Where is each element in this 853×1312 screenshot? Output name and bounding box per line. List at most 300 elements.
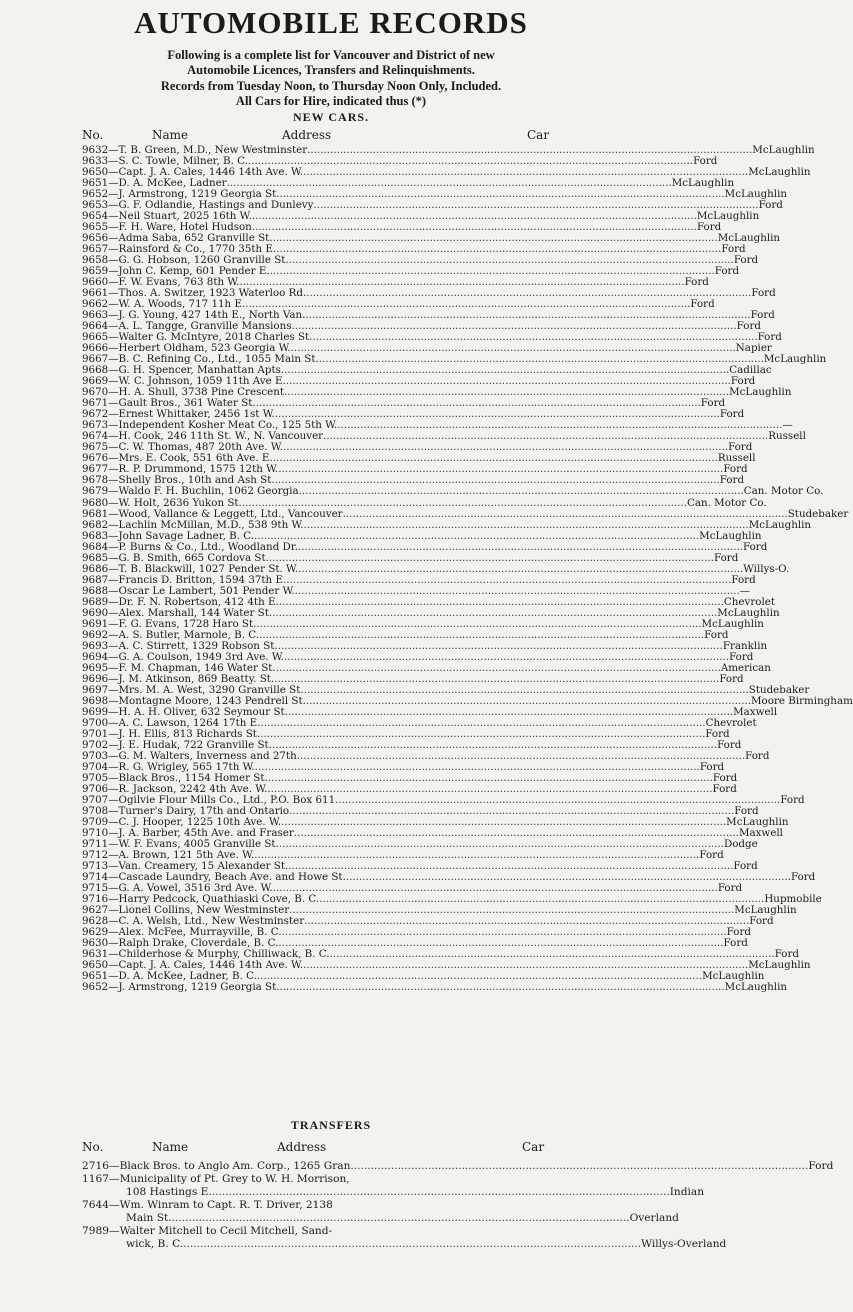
record-number: 9715 <box>82 882 109 895</box>
car-make: Ford <box>684 276 709 289</box>
owner-and-address: F. M. Chapman, 146 Water St. <box>118 661 276 674</box>
separator-dash: — <box>108 771 119 784</box>
list-item <box>82 1199 568 1212</box>
owner-and-address: Turner's Dairy, 17th and Ontario <box>118 804 290 817</box>
car-make: Ford <box>712 771 738 784</box>
transfers-heading: TRANSFERS <box>290 1118 372 1132</box>
car-make: Ford <box>705 727 730 740</box>
separator-dash: — <box>108 617 119 630</box>
new-cars-list <box>82 144 853 994</box>
car-make: Russell <box>768 430 806 443</box>
list-item <box>82 529 762 542</box>
record-number: 9677 <box>82 463 109 476</box>
record-number: 9682 <box>82 518 109 531</box>
separator-dash: — <box>108 1173 120 1185</box>
owner-and-address: G. B. Smith, 665 Cordova St. <box>118 551 269 564</box>
separator-dash: — <box>108 474 119 487</box>
owner-and-address: John C. Kemp, 601 Pender E. <box>118 265 270 278</box>
car-make: Ford <box>704 628 729 641</box>
record-number: 9710 <box>82 826 109 839</box>
owner-and-address: G. G. Hobson, 1260 Granville St. <box>118 254 289 267</box>
col-no: No. <box>82 1140 104 1154</box>
car-make: McLaughlin <box>726 815 789 828</box>
owner-and-address: Lachlin McMillan, M.D., 538 9th W. <box>118 518 304 531</box>
separator-dash: — <box>108 815 119 828</box>
car-make: Ford <box>730 375 756 388</box>
separator-dash: — <box>108 155 119 168</box>
owner-and-address: A. L. Tangge, Granville Mansions <box>118 320 292 333</box>
separator-dash: — <box>108 738 119 751</box>
car-make: Ford <box>721 243 746 256</box>
record-number: 9650 <box>82 166 109 179</box>
separator-dash: — <box>108 144 119 156</box>
car-make: Ford <box>717 738 742 751</box>
separator-dash: — <box>108 1225 120 1237</box>
separator-dash: — <box>108 683 119 696</box>
car-make: McLaughlin <box>717 606 780 619</box>
dot-leader <box>298 564 743 575</box>
owner-and-address: G. A. Coulson, 1949 3rd Ave. W. <box>118 650 284 663</box>
record-number: 9699 <box>82 705 109 718</box>
separator-dash: — <box>108 573 119 586</box>
separator-dash: — <box>108 804 119 817</box>
car-make: Ford <box>712 782 737 795</box>
owner-and-address: J. H. Ellis, 813 Richards St. <box>118 727 261 740</box>
owner-and-address: W. F. Evans, 4005 Granville St. <box>118 837 279 850</box>
record-number: 9687 <box>82 573 109 586</box>
owner-and-address: D. A. McKee, Ladner <box>118 177 227 190</box>
owner-and-address: A. C. Lawson, 1264 17th E. <box>118 716 261 729</box>
owner-and-address: Capt. J. A. Cales, 1446 14th Ave. W. <box>118 959 304 972</box>
page-title: AUTOMOBILE RECORDS <box>134 5 528 40</box>
car-make: Can. Motor Co. <box>743 485 824 498</box>
owner-and-address: Francis D. Britton, 1594 37th E. <box>118 573 287 586</box>
record-number: 9627 <box>82 904 109 917</box>
car-make: Chevrolet <box>723 595 775 608</box>
car-make: McLaughlin <box>702 970 765 983</box>
car-make: McLaughlin <box>696 210 760 223</box>
separator-dash: — <box>108 210 119 223</box>
record-number: 9633 <box>82 155 109 168</box>
owner-and-address: A. Brown, 121 5th Ave. W. <box>118 849 255 861</box>
record-number: 9628 <box>82 915 109 928</box>
record-number: 9691 <box>82 617 109 630</box>
car-make: McLaughlin <box>752 144 815 156</box>
separator-dash: — <box>108 485 119 498</box>
separator-dash: — <box>108 188 119 201</box>
separator-dash: — <box>108 595 119 608</box>
separator-dash: — <box>108 959 119 972</box>
owner-and-address: J. Armstrong, 1219 Georgia St. <box>118 981 280 994</box>
intro-line: Records from Tuesday Noon, to Thursday Noon Only, Included. <box>160 78 502 93</box>
dot-leader <box>269 553 714 564</box>
record-number: 9714 <box>82 871 109 884</box>
owner-and-address: F. H. Ware, Hotel Hudson <box>118 221 252 234</box>
owner-and-address: Neil Stuart, 2025 16th W. <box>118 210 252 223</box>
owner-and-address: Montagne Moore, 1243 Pendrell St. <box>118 694 306 707</box>
owner-and-address: Gault Bros., 361 Water St. <box>118 397 256 410</box>
separator-dash: — <box>108 551 119 564</box>
car-make: Ford <box>733 254 759 267</box>
car-make: Franklin <box>722 639 768 652</box>
record-number: 9695 <box>82 661 109 674</box>
owner-and-address: W. Holt, 2636 Yukon St. <box>118 496 242 509</box>
record-number: 9702 <box>82 738 109 751</box>
separator-dash: — <box>108 694 119 707</box>
record-number: 9651 <box>82 970 109 983</box>
owner-and-address: J. E. Hudak, 722 Granville St. <box>118 738 272 751</box>
car-make: Ford <box>808 1160 834 1172</box>
car-make: Willys-O. <box>743 562 790 575</box>
car-make: Ford <box>690 298 715 311</box>
list-item-continuation <box>82 1238 727 1251</box>
owner-and-address: W. C. Johnson, 1059 11th Ave E. <box>118 375 286 388</box>
dot-leader <box>242 498 687 509</box>
car-make: Ford <box>743 540 768 553</box>
car-make: McLaughlin <box>724 981 788 994</box>
owner-and-address: Shelly Bros., 10th and Ash St. <box>118 474 275 487</box>
separator-dash: — <box>108 970 119 983</box>
list-item <box>82 540 768 553</box>
owner-and-address: Independent Kosher Meat Co., 125 5th W. <box>118 419 338 432</box>
car-make: Ford <box>728 441 753 454</box>
car-make: McLaughlin <box>671 177 735 190</box>
separator-dash: — <box>108 760 119 773</box>
separator-dash: — <box>108 1199 120 1211</box>
record-number: 9713 <box>82 860 109 873</box>
owner-and-address: J. M. Atkinson, 869 Beatty. St. <box>118 672 275 685</box>
record-number: 9709 <box>82 815 109 828</box>
list-item-continuation <box>82 1186 705 1199</box>
intro-line: All Cars for Hire, indicated thus (*) <box>235 93 427 108</box>
dot-leader <box>172 1212 630 1225</box>
separator-dash: — <box>108 716 119 729</box>
separator-dash: — <box>108 562 119 575</box>
record-number: 9663 <box>82 309 109 322</box>
car-make: McLaughlin <box>724 188 788 201</box>
separator-dash: — <box>108 507 119 520</box>
separator-dash: — <box>108 320 119 333</box>
owner-and-address: Dr. F. N. Robertson, 412 4th E. <box>118 595 279 608</box>
record-number: 9656 <box>82 232 109 245</box>
car-make: Chevrolet <box>705 716 757 729</box>
owner-and-address: D. A. McKee, Ladner, B. C. <box>118 970 257 983</box>
separator-dash: — <box>108 915 119 928</box>
car-make: Ford <box>780 793 805 806</box>
car-make: Studebaker <box>787 507 849 520</box>
separator-dash: — <box>108 793 119 806</box>
owner-and-address: Harry Pedcock, Quathiaski Cove, B. C. <box>118 893 320 906</box>
separator-dash: — <box>108 782 119 795</box>
car-make: Ford <box>723 463 748 476</box>
record-number: 9704 <box>82 760 109 773</box>
separator-dash: — <box>108 661 119 674</box>
record-number: 9662 <box>82 298 109 311</box>
record-number: 9700 <box>82 716 109 729</box>
dot-leader <box>212 1186 670 1199</box>
separator-dash: — <box>108 893 119 906</box>
owner-and-address: H. A. Shull, 3738 Pine Crescent <box>118 386 284 399</box>
car-make: Ford <box>733 860 758 873</box>
car-make: Ford <box>749 915 774 928</box>
car-make: Ford <box>719 408 745 421</box>
car-make: Hupmobile <box>764 893 822 906</box>
separator-dash: — <box>108 672 119 685</box>
car-make: Cadillac <box>729 364 772 377</box>
separator-dash: — <box>108 419 119 432</box>
record-number: 9652 <box>82 188 109 201</box>
separator-dash: — <box>108 265 119 278</box>
owner-and-address: J. G. Young, 427 14th E., North Van. <box>118 309 306 322</box>
transfer-description: Wm. Winram to Capt. R. T. Driver, 2138 <box>119 1199 333 1211</box>
separator-dash: — <box>108 628 119 641</box>
record-number: 9697 <box>82 683 109 696</box>
separator-dash: — <box>108 166 119 179</box>
list-item <box>82 573 756 586</box>
car-make: McLaughlin <box>748 166 811 179</box>
car-make: Ford <box>696 221 722 234</box>
owner-and-address: Van. Creamery, 15 Alexander St. <box>118 860 289 873</box>
owner-and-address: C. J. Hooper, 1225 10th Ave. W. <box>118 815 282 828</box>
car-make: Can. Motor Co. <box>686 496 767 509</box>
record-number: 9693 <box>82 639 109 652</box>
dot-leader <box>254 531 699 542</box>
separator-dash: — <box>108 948 119 961</box>
owner-and-address: John Savage Ladner, B. C. <box>118 529 255 542</box>
owner-and-address: Wood, Vallance & Leggett, Ltd., Vancouver <box>118 507 343 520</box>
owner-and-address: G. H. Spencer, Manhattan Apts. <box>118 364 285 377</box>
record-number: 9667 <box>82 353 109 366</box>
list-item <box>82 595 775 608</box>
record-number: 9679 <box>82 485 109 498</box>
car-make: McLaughlin <box>717 232 781 245</box>
list-item <box>82 485 824 498</box>
record-number: 9659 <box>82 265 109 278</box>
dot-leader <box>299 486 744 497</box>
car-make: Ford <box>719 474 745 487</box>
record-number: 9629 <box>82 926 109 939</box>
owner-and-address: A. C. Stirrett, 1329 Robson St. <box>118 639 278 652</box>
record-number: 9681 <box>82 507 109 520</box>
col-address: Address <box>277 1140 327 1154</box>
owner-and-address: J. Armstrong, 1219 Georgia St. <box>118 188 280 201</box>
record-number: 9657 <box>82 243 109 256</box>
record-number: 9692 <box>82 628 109 641</box>
owner-and-address: F. W. Evans, 763 8th W. <box>118 276 240 289</box>
record-number: 9701 <box>82 727 109 740</box>
list-item <box>82 1225 568 1238</box>
owner-and-address: H. A. H. Oliver, 632 Seymour St. <box>118 705 288 718</box>
separator-dash: — <box>108 837 119 850</box>
car-make: Ford <box>693 155 718 168</box>
record-number: 9670 <box>82 386 109 399</box>
dot-leader <box>183 1238 641 1251</box>
list-item-continuation <box>82 1212 679 1225</box>
owner-and-address: R. Jackson, 2242 4th Ave. W. <box>118 782 268 795</box>
separator-dash: — <box>108 452 119 465</box>
car-make: McLaughlin <box>699 529 762 542</box>
separator-dash: — <box>108 871 119 884</box>
dot-leader <box>280 982 725 993</box>
car-make: Maxwell <box>738 826 783 839</box>
separator-dash: — <box>108 430 119 443</box>
separator-dash: — <box>108 463 119 476</box>
car-make: McLaughlin <box>763 353 827 366</box>
dot-leader <box>343 509 788 520</box>
owner-and-address: Thos. A. Switzer, 1923 Waterloo Rd. <box>118 287 307 300</box>
owner-and-address: A. S. Butler, Marnole, B. C. <box>118 628 260 641</box>
car-make: Ford <box>699 849 724 861</box>
transfer-description-continued: wick, B. C. <box>126 1238 184 1250</box>
new-cars-heading: NEW CARS. <box>292 110 370 124</box>
owner-and-address: Waldo F. H. Buchlin, 1062 Georgia <box>118 485 299 498</box>
owner-and-address: C. A. Welsh, Ltd., New Westminster <box>118 915 305 928</box>
record-number: 9658 <box>82 254 109 267</box>
owner-and-address: Capt. J. A. Cales, 1446 14th Ave. W. <box>118 166 304 179</box>
record-number: 9686 <box>82 562 109 575</box>
separator-dash: — <box>108 397 119 410</box>
owner-and-address: G. A. Vowel, 3516 3rd Ave. W. <box>118 882 273 895</box>
separator-dash: — <box>108 849 119 861</box>
car-make: — <box>739 584 751 597</box>
record-number: 9711 <box>82 837 109 850</box>
list-item <box>82 981 788 994</box>
car-make: Moore Birmingham <box>751 694 853 707</box>
separator-dash: — <box>108 177 119 190</box>
separator-dash: — <box>108 353 119 366</box>
owner-and-address: Alex. Marshall, 144 Water St. <box>118 606 273 619</box>
car-make: Ford <box>757 331 782 344</box>
record-number: 9716 <box>82 893 109 906</box>
owner-and-address: Mrs. E. Cook, 551 6th Ave. E. <box>118 452 273 465</box>
record-number: 9688 <box>82 584 109 597</box>
car-make: Studebaker <box>748 683 810 696</box>
dot-leader <box>286 575 731 586</box>
separator-dash: — <box>108 650 119 663</box>
record-number: 9672 <box>82 408 109 421</box>
list-item <box>82 1160 834 1173</box>
car-make: Ford <box>700 397 726 410</box>
car-make: Indian <box>669 1186 705 1198</box>
record-number: 9685 <box>82 551 109 564</box>
car-make: Ford <box>790 871 816 884</box>
owner-and-address: T. B. Blackwill, 1027 Pender St. W. <box>118 562 299 575</box>
car-make: Ford <box>734 804 759 817</box>
list-item <box>82 507 849 520</box>
separator-dash: — <box>108 287 119 300</box>
record-number: 9668 <box>82 364 109 377</box>
transfers-column-headers <box>82 1140 578 1156</box>
record-number: 9712 <box>82 849 109 861</box>
separator-dash: — <box>108 749 119 762</box>
car-make: Ford <box>758 199 783 212</box>
separator-dash: — <box>108 221 119 234</box>
car-make: McLaughlin <box>701 617 764 630</box>
separator-dash: — <box>108 232 119 245</box>
owner-and-address: H. Cook, 246 11th St. W., N. Vancouver <box>118 430 324 443</box>
separator-dash: — <box>108 727 119 740</box>
transfer-description: Municipality of Pt. Grey to W. H. Morrison, <box>119 1173 350 1185</box>
separator-dash: — <box>108 1160 120 1172</box>
car-make: Dodge <box>723 837 758 850</box>
separator-dash: — <box>108 584 119 597</box>
owner-and-address: G. F. Odlandie, Hastings and Dunlevy <box>118 199 314 212</box>
separator-dash: — <box>108 375 119 388</box>
new-cars-column-headers <box>82 128 578 144</box>
owner-and-address: S. C. Towle, Milner, B. C. <box>118 155 248 168</box>
car-make: Ford <box>714 551 739 564</box>
col-car: Car <box>527 128 550 142</box>
record-number: 9689 <box>82 595 109 608</box>
record-number: 9696 <box>82 672 109 685</box>
separator-dash: — <box>108 276 119 289</box>
separator-dash: — <box>108 199 119 212</box>
car-make: McLaughlin <box>748 518 812 531</box>
owner-and-address: Rainsford & Co., 1770 35th E. <box>118 243 277 256</box>
separator-dash: — <box>108 926 119 939</box>
record-number: 9671 <box>82 397 109 410</box>
owner-and-address: Childerhose & Murphy, Chilliwack, B. C. <box>118 948 330 961</box>
record-number: 9669 <box>82 375 109 388</box>
separator-dash: — <box>108 606 119 619</box>
transfers-list <box>82 1160 834 1251</box>
car-make: McLaughlin <box>734 904 797 917</box>
owner-and-address: B. C. Refining Co., Ltd., 1055 Main St. <box>118 353 319 366</box>
car-make: Ford <box>736 320 761 333</box>
owner-and-address: Ogilvie Flour Mills Co., Ltd., P.O. Box 611 <box>118 793 336 806</box>
car-make: — <box>782 419 793 432</box>
record-number: 9676 <box>82 452 109 465</box>
separator-dash: — <box>108 981 119 994</box>
record-number: 9630 <box>82 937 109 950</box>
intro-line: Following is a complete list for Vancouver and District of new <box>167 48 495 62</box>
record-number: 9683 <box>82 529 109 542</box>
record-number: 9675 <box>82 441 109 454</box>
record-number: 1167 <box>82 1173 109 1185</box>
car-make: McLaughlin <box>748 959 811 972</box>
car-make: Ford <box>714 265 740 278</box>
record-number: 9680 <box>82 496 109 509</box>
separator-dash: — <box>108 705 119 718</box>
col-name: Name <box>152 128 189 142</box>
separator-dash: — <box>108 342 119 355</box>
record-number: 9653 <box>82 199 109 212</box>
separator-dash: — <box>108 408 119 421</box>
list-item <box>82 518 812 531</box>
owner-and-address: J. A. Barber, 45th Ave. and Fraser <box>118 826 294 839</box>
record-number: 9707 <box>82 793 109 806</box>
owner-and-address: Adma Saba, 652 Granville St. <box>118 232 273 245</box>
record-number: 9674 <box>82 430 109 443</box>
record-number: 9706 <box>82 782 109 795</box>
car-make: McLaughlin <box>729 386 792 399</box>
car-make: Ford <box>719 672 744 685</box>
dot-leader <box>295 586 740 597</box>
car-make: Ford <box>699 760 725 773</box>
record-number: 9650 <box>82 959 109 972</box>
owner-and-address: Ralph Drake, Cloverdale, B. C. <box>118 937 279 950</box>
separator-dash: — <box>108 639 119 652</box>
car-make: Ford <box>774 948 799 961</box>
separator-dash: — <box>108 309 119 322</box>
car-make: Ford <box>750 309 775 322</box>
record-number: 9678 <box>82 474 109 487</box>
record-number: 7644 <box>82 1199 109 1211</box>
separator-dash: — <box>108 298 119 311</box>
record-number: 9661 <box>82 287 109 300</box>
separator-dash: — <box>108 331 119 344</box>
owner-and-address: Lionel Collins, New Westminster <box>118 904 290 917</box>
